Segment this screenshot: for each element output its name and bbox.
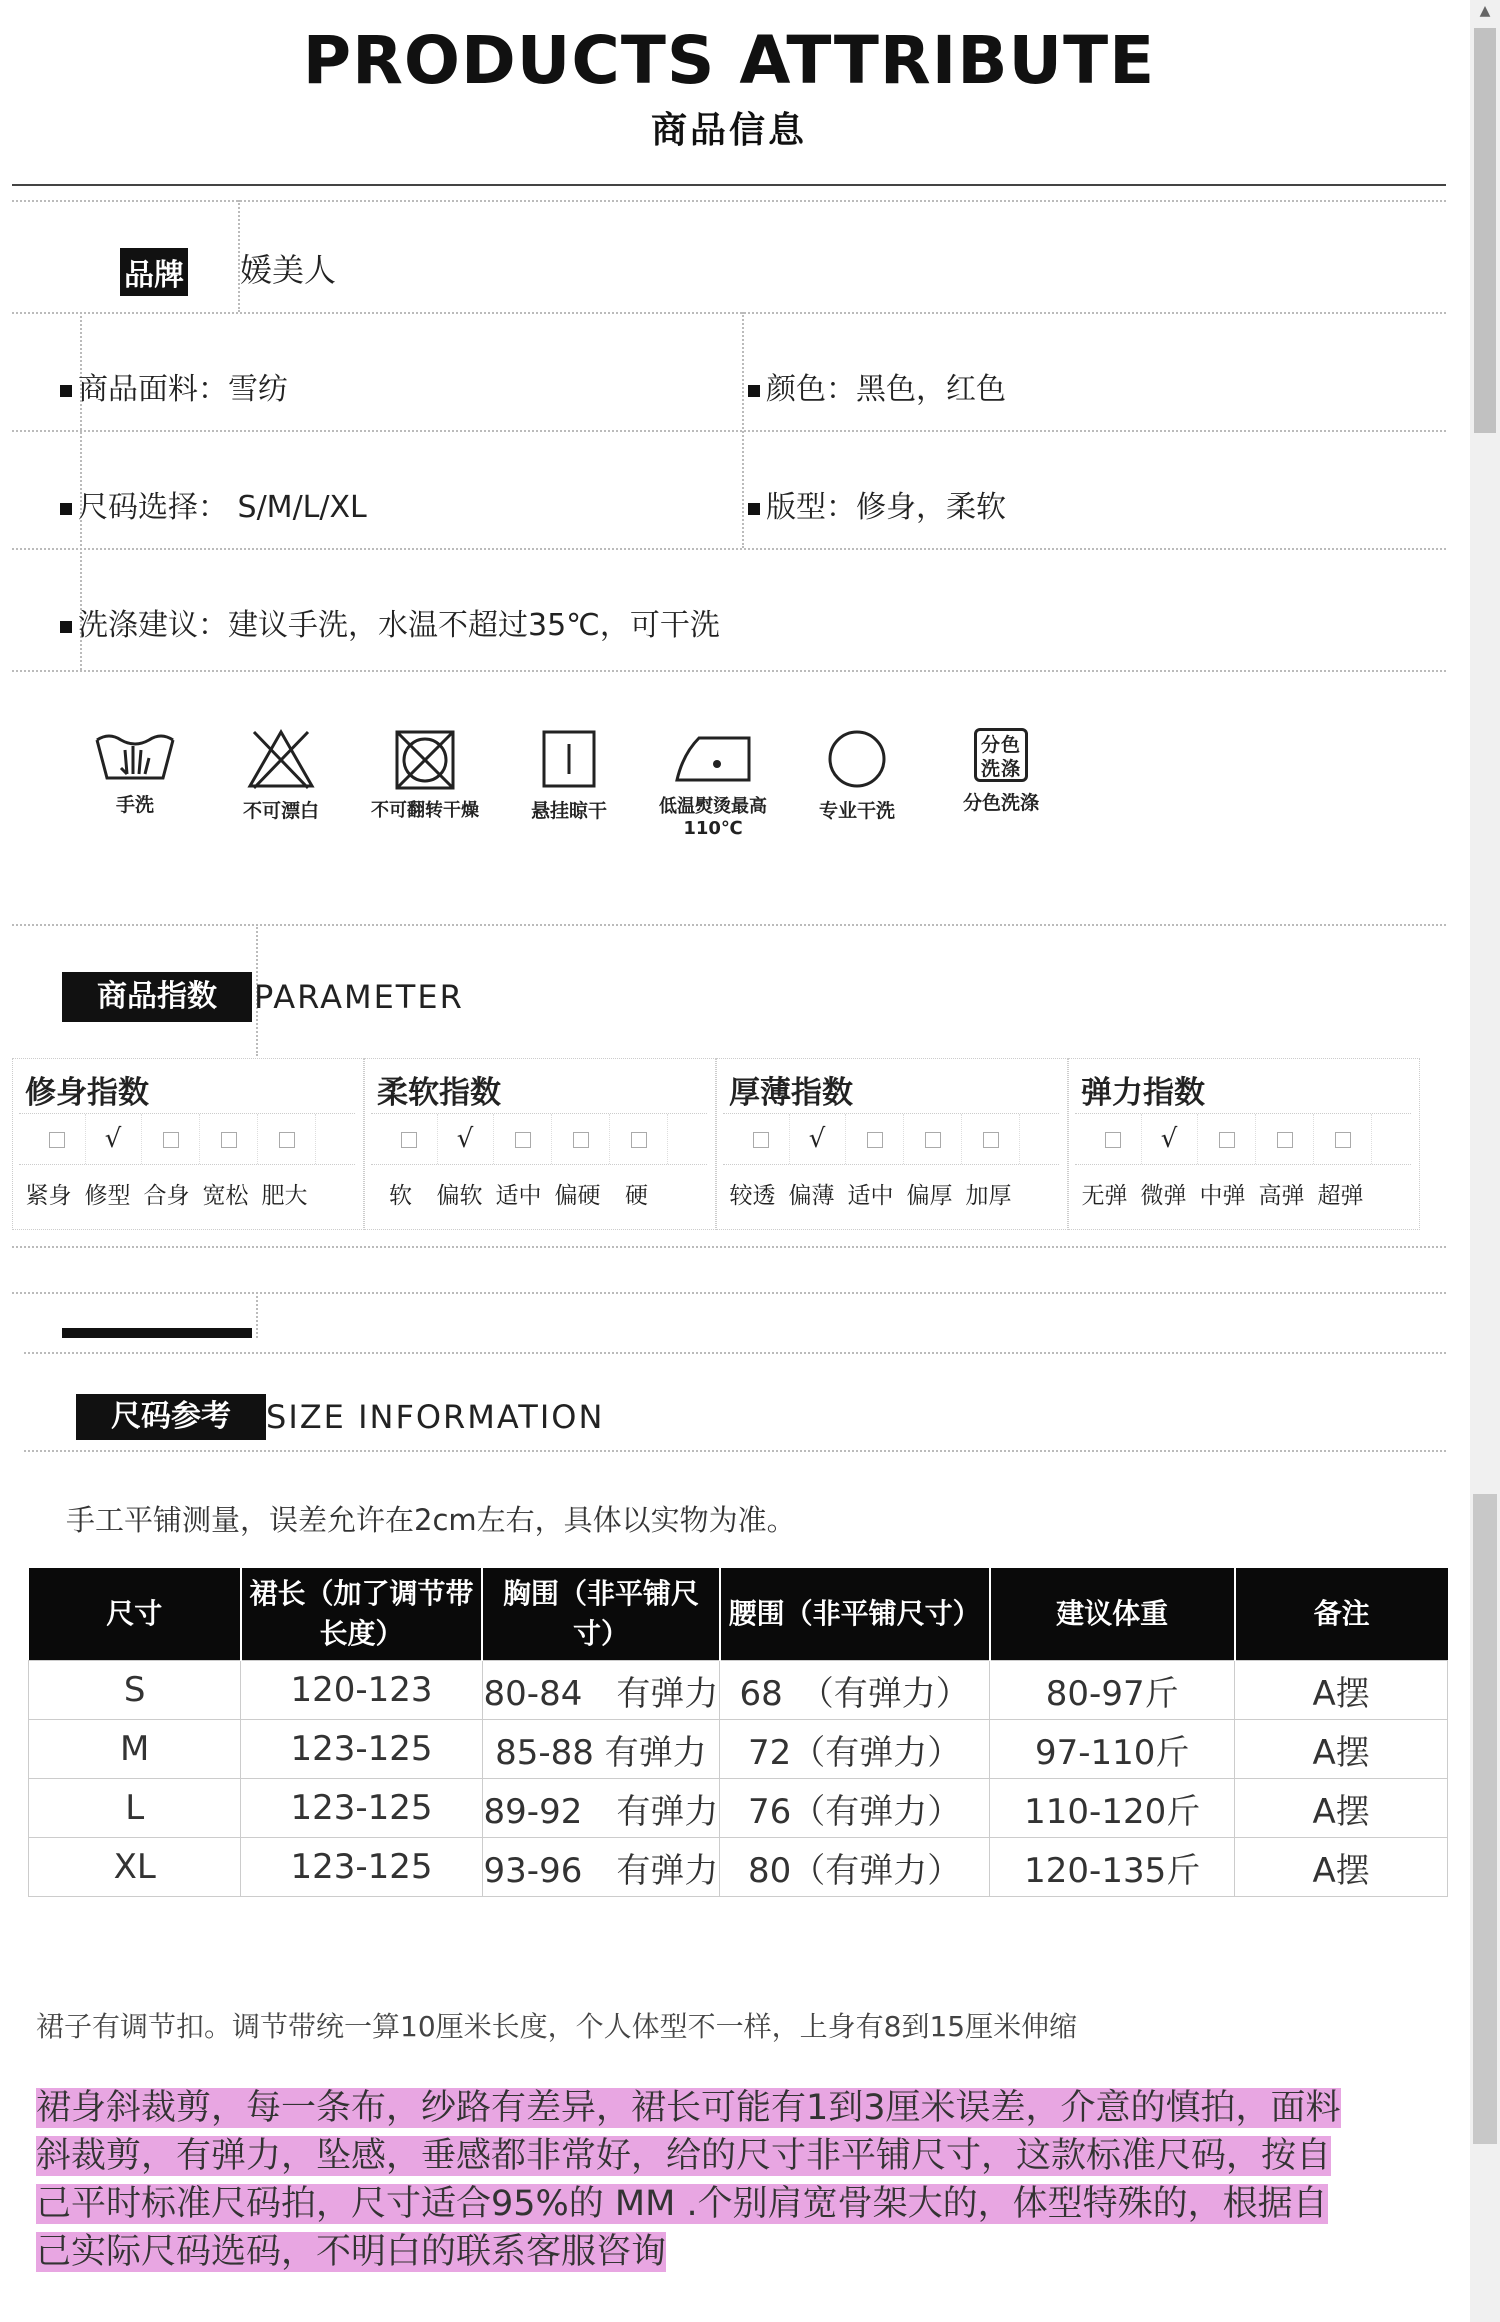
param-option: 偏软 [436, 1183, 483, 1209]
param-checks [723, 1113, 1059, 1165]
dry-clean-icon [826, 728, 888, 790]
scroll-up-arrow-icon[interactable]: ▲ [1479, 3, 1491, 19]
param-checkbox-checked: √ [85, 1114, 142, 1164]
bullet-icon [748, 503, 760, 515]
param-option: 高弹 [1258, 1183, 1305, 1209]
table-row [29, 1838, 1448, 1897]
param-checkbox [733, 1114, 790, 1164]
param-checkbox [847, 1114, 904, 1164]
wash-label: 悬挂晾干 [530, 800, 607, 822]
divider [12, 670, 1446, 672]
param-option: 加厚 [965, 1183, 1012, 1209]
cell: 80（有弹力） [720, 1838, 990, 1897]
cell: XL [29, 1838, 241, 1897]
brand-tag: 品牌 [120, 248, 188, 296]
product-detail-content [8, 0, 1450, 2322]
wash-label: 专业干洗 [818, 800, 895, 822]
param-option: 肥大 [261, 1183, 308, 1209]
attr-fit: 版型：修身，柔软 [748, 482, 1006, 526]
cell: L [29, 1779, 241, 1838]
param-option: 超弹 [1317, 1183, 1364, 1209]
param-options [19, 1171, 355, 1221]
cell: A摆 [1235, 1661, 1448, 1720]
param-title: 弹力指数 [1081, 1075, 1205, 1111]
param-option: 较透 [729, 1183, 776, 1209]
param-checkbox [1199, 1114, 1256, 1164]
param-options [1075, 1171, 1411, 1221]
divider [12, 430, 1446, 432]
param-fit [12, 1058, 364, 1230]
param-option: 适中 [847, 1183, 894, 1209]
param-option: 中弹 [1199, 1183, 1246, 1209]
wash-separate [936, 728, 1066, 814]
param-checkbox-checked: √ [789, 1114, 846, 1164]
param-checkbox [963, 1114, 1020, 1164]
wash-label: 不可翻转干燥 [371, 800, 479, 821]
param-option: 偏硬 [554, 1183, 601, 1209]
scrollbar-thumb-secondary[interactable] [1473, 1494, 1497, 2144]
cell: M [29, 1720, 241, 1779]
param-checkbox [611, 1114, 668, 1164]
wash-low-iron [648, 728, 778, 840]
attr-size: 尺码选择： S/M/L/XL [60, 482, 367, 526]
table-row [29, 1661, 1448, 1720]
param-checkbox [495, 1114, 552, 1164]
brand-value: 媛美人 [240, 251, 337, 289]
scrollbar-thumb[interactable] [1474, 28, 1496, 433]
col-waist: 腰围（非平铺尺寸） [720, 1568, 990, 1661]
divider [256, 1292, 258, 1338]
param-checkbox [381, 1114, 438, 1164]
measure-note: 手工平铺测量，误差允许在2cm左右，具体以实物为准。 [66, 1503, 796, 1537]
param-option: 硬 [625, 1183, 648, 1209]
wash-label: 低温熨烫最高110℃ [659, 796, 767, 839]
cell: 80-97斤 [990, 1661, 1235, 1720]
wash-no-tumble [360, 728, 490, 822]
attr-wash: 洗涤建议：建议手洗，水温不超过35℃，可干洗 [60, 600, 720, 644]
param-checkbox [1085, 1114, 1142, 1164]
table-row [29, 1720, 1448, 1779]
page-title-cn: 商品信息 [650, 110, 807, 151]
bullet-icon [60, 385, 72, 397]
hang-dry-icon [540, 728, 598, 790]
param-checkbox-checked: √ [1141, 1114, 1198, 1164]
param-options [723, 1171, 1059, 1221]
cell: 85-88 有弹力 [482, 1720, 720, 1779]
param-checkbox-checked: √ [437, 1114, 494, 1164]
param-checks [1075, 1113, 1411, 1165]
divider [12, 312, 1446, 314]
wash-no-bleach [216, 728, 346, 822]
param-option: 软 [389, 1183, 412, 1209]
col-remark: 备注 [1235, 1568, 1448, 1661]
param-options [371, 1171, 707, 1221]
param-checks [371, 1113, 707, 1165]
divider [12, 200, 1446, 202]
cell: A摆 [1235, 1779, 1448, 1838]
param-checkbox [905, 1114, 962, 1164]
bullet-icon [748, 385, 760, 397]
col-length: 裙长（加了调节带长度） [241, 1568, 482, 1661]
param-checkbox [259, 1114, 316, 1164]
wash-label: 手洗 [115, 794, 154, 816]
size-label: SIZE INFORMATION [266, 1398, 605, 1436]
param-option: 宽松 [202, 1183, 249, 1209]
cell: 110-120斤 [990, 1779, 1235, 1838]
no-tumble-dry-icon [393, 728, 457, 790]
param-checkbox [1315, 1114, 1372, 1164]
cell: 120-123 [241, 1661, 482, 1720]
param-option: 紧身 [25, 1183, 72, 1209]
low-iron-icon [673, 728, 753, 786]
param-title: 修身指数 [25, 1075, 149, 1111]
highlight-line: 己平时标准尺码拍，尺寸适合95%的 MM .个别肩宽骨架大的，体型特殊的，根据自 [36, 2184, 1328, 2224]
cell: 120-135斤 [990, 1838, 1235, 1897]
highlight-line: 己实际尺码选码，不明白的联系客服咨询 [36, 2232, 667, 2272]
param-checkbox [29, 1114, 86, 1164]
param-checkbox [553, 1114, 610, 1164]
param-title: 柔软指数 [377, 1075, 501, 1111]
divider [12, 1292, 1446, 1294]
col-bust: 胸围（非平铺尺寸） [482, 1568, 720, 1661]
attr-color: 颜色：黑色，红色 [748, 364, 1006, 408]
cell: 89-92 有弹力 [482, 1779, 720, 1838]
wash-hand-wash [70, 728, 200, 816]
wash-label: 不可漂白 [242, 800, 319, 822]
bullet-icon [60, 503, 72, 515]
cell: 68 （有弹力） [720, 1661, 990, 1720]
no-bleach-icon [246, 728, 316, 790]
cell: A摆 [1235, 1720, 1448, 1779]
param-softness [364, 1058, 716, 1230]
param-thickness [716, 1058, 1068, 1230]
adjust-note: 裙子有调节扣。调节带统一算10厘米长度，个人体型不一样，上身有8到15厘米伸缩 [36, 2010, 1078, 2043]
cell: A摆 [1235, 1838, 1448, 1897]
hand-wash-icon [93, 728, 177, 784]
parameter-tag: 商品指数 [62, 972, 252, 1022]
col-weight: 建议体重 [990, 1568, 1235, 1661]
highlight-line: 斜裁剪，有弹力，坠感，垂感都非常好，给的尺寸非平铺尺寸，这款标准尺码，按自 [36, 2136, 1332, 2176]
param-checkbox [201, 1114, 258, 1164]
cell: 123-125 [241, 1779, 482, 1838]
param-option: 修型 [84, 1183, 131, 1209]
divider [24, 1352, 1446, 1354]
param-option: 无弹 [1081, 1183, 1128, 1209]
divider [24, 1450, 1446, 1452]
cut-note [36, 2084, 1446, 2276]
param-option: 适中 [495, 1183, 542, 1209]
wash-dry-clean [792, 728, 922, 822]
cell: 97-110斤 [990, 1720, 1235, 1779]
size-tag: 尺码参考 [76, 1394, 266, 1440]
param-title: 厚薄指数 [729, 1075, 853, 1111]
table-row [29, 1779, 1448, 1838]
cell: 76（有弹力） [720, 1779, 990, 1838]
param-option: 偏薄 [788, 1183, 835, 1209]
wash-hang-dry [504, 728, 634, 822]
param-option: 偏厚 [906, 1183, 953, 1209]
param-checkbox [1257, 1114, 1314, 1164]
param-option: 微弹 [1140, 1183, 1187, 1209]
size-table [28, 1568, 1448, 1897]
cell: 80-84 有弹力 [482, 1661, 720, 1720]
cell: 72（有弹力） [720, 1720, 990, 1779]
cell: S [29, 1661, 241, 1720]
bullet-icon [60, 621, 72, 633]
param-elasticity [1068, 1058, 1420, 1230]
cell: 123-125 [241, 1720, 482, 1779]
header-divider [12, 184, 1446, 186]
highlight-line: 裙身斜裁剪，每一条布，纱路有差异，裙长可能有1到3厘米误差，介意的慎拍，面料 [36, 2088, 1341, 2128]
section-bar [62, 1328, 252, 1338]
cell: 93-96 有弹力 [482, 1838, 720, 1897]
param-checkbox [143, 1114, 200, 1164]
col-size: 尺寸 [29, 1568, 241, 1661]
divider [12, 1246, 1446, 1248]
divider [12, 548, 1446, 550]
size-table-header [29, 1568, 1448, 1661]
wash-label: 分色洗涤 [962, 792, 1039, 814]
param-option: 合身 [143, 1183, 190, 1209]
divider [12, 924, 1446, 926]
separate-wash-icon: 分色洗涤 [974, 728, 1028, 782]
cell: 123-125 [241, 1838, 482, 1897]
parameter-label: PARAMETER [254, 978, 464, 1016]
attr-fabric: 商品面料：雪纺 [60, 364, 288, 408]
param-checks [19, 1113, 355, 1165]
page-title-en: PRODUCTS ATTRIBUTE [302, 22, 1156, 99]
